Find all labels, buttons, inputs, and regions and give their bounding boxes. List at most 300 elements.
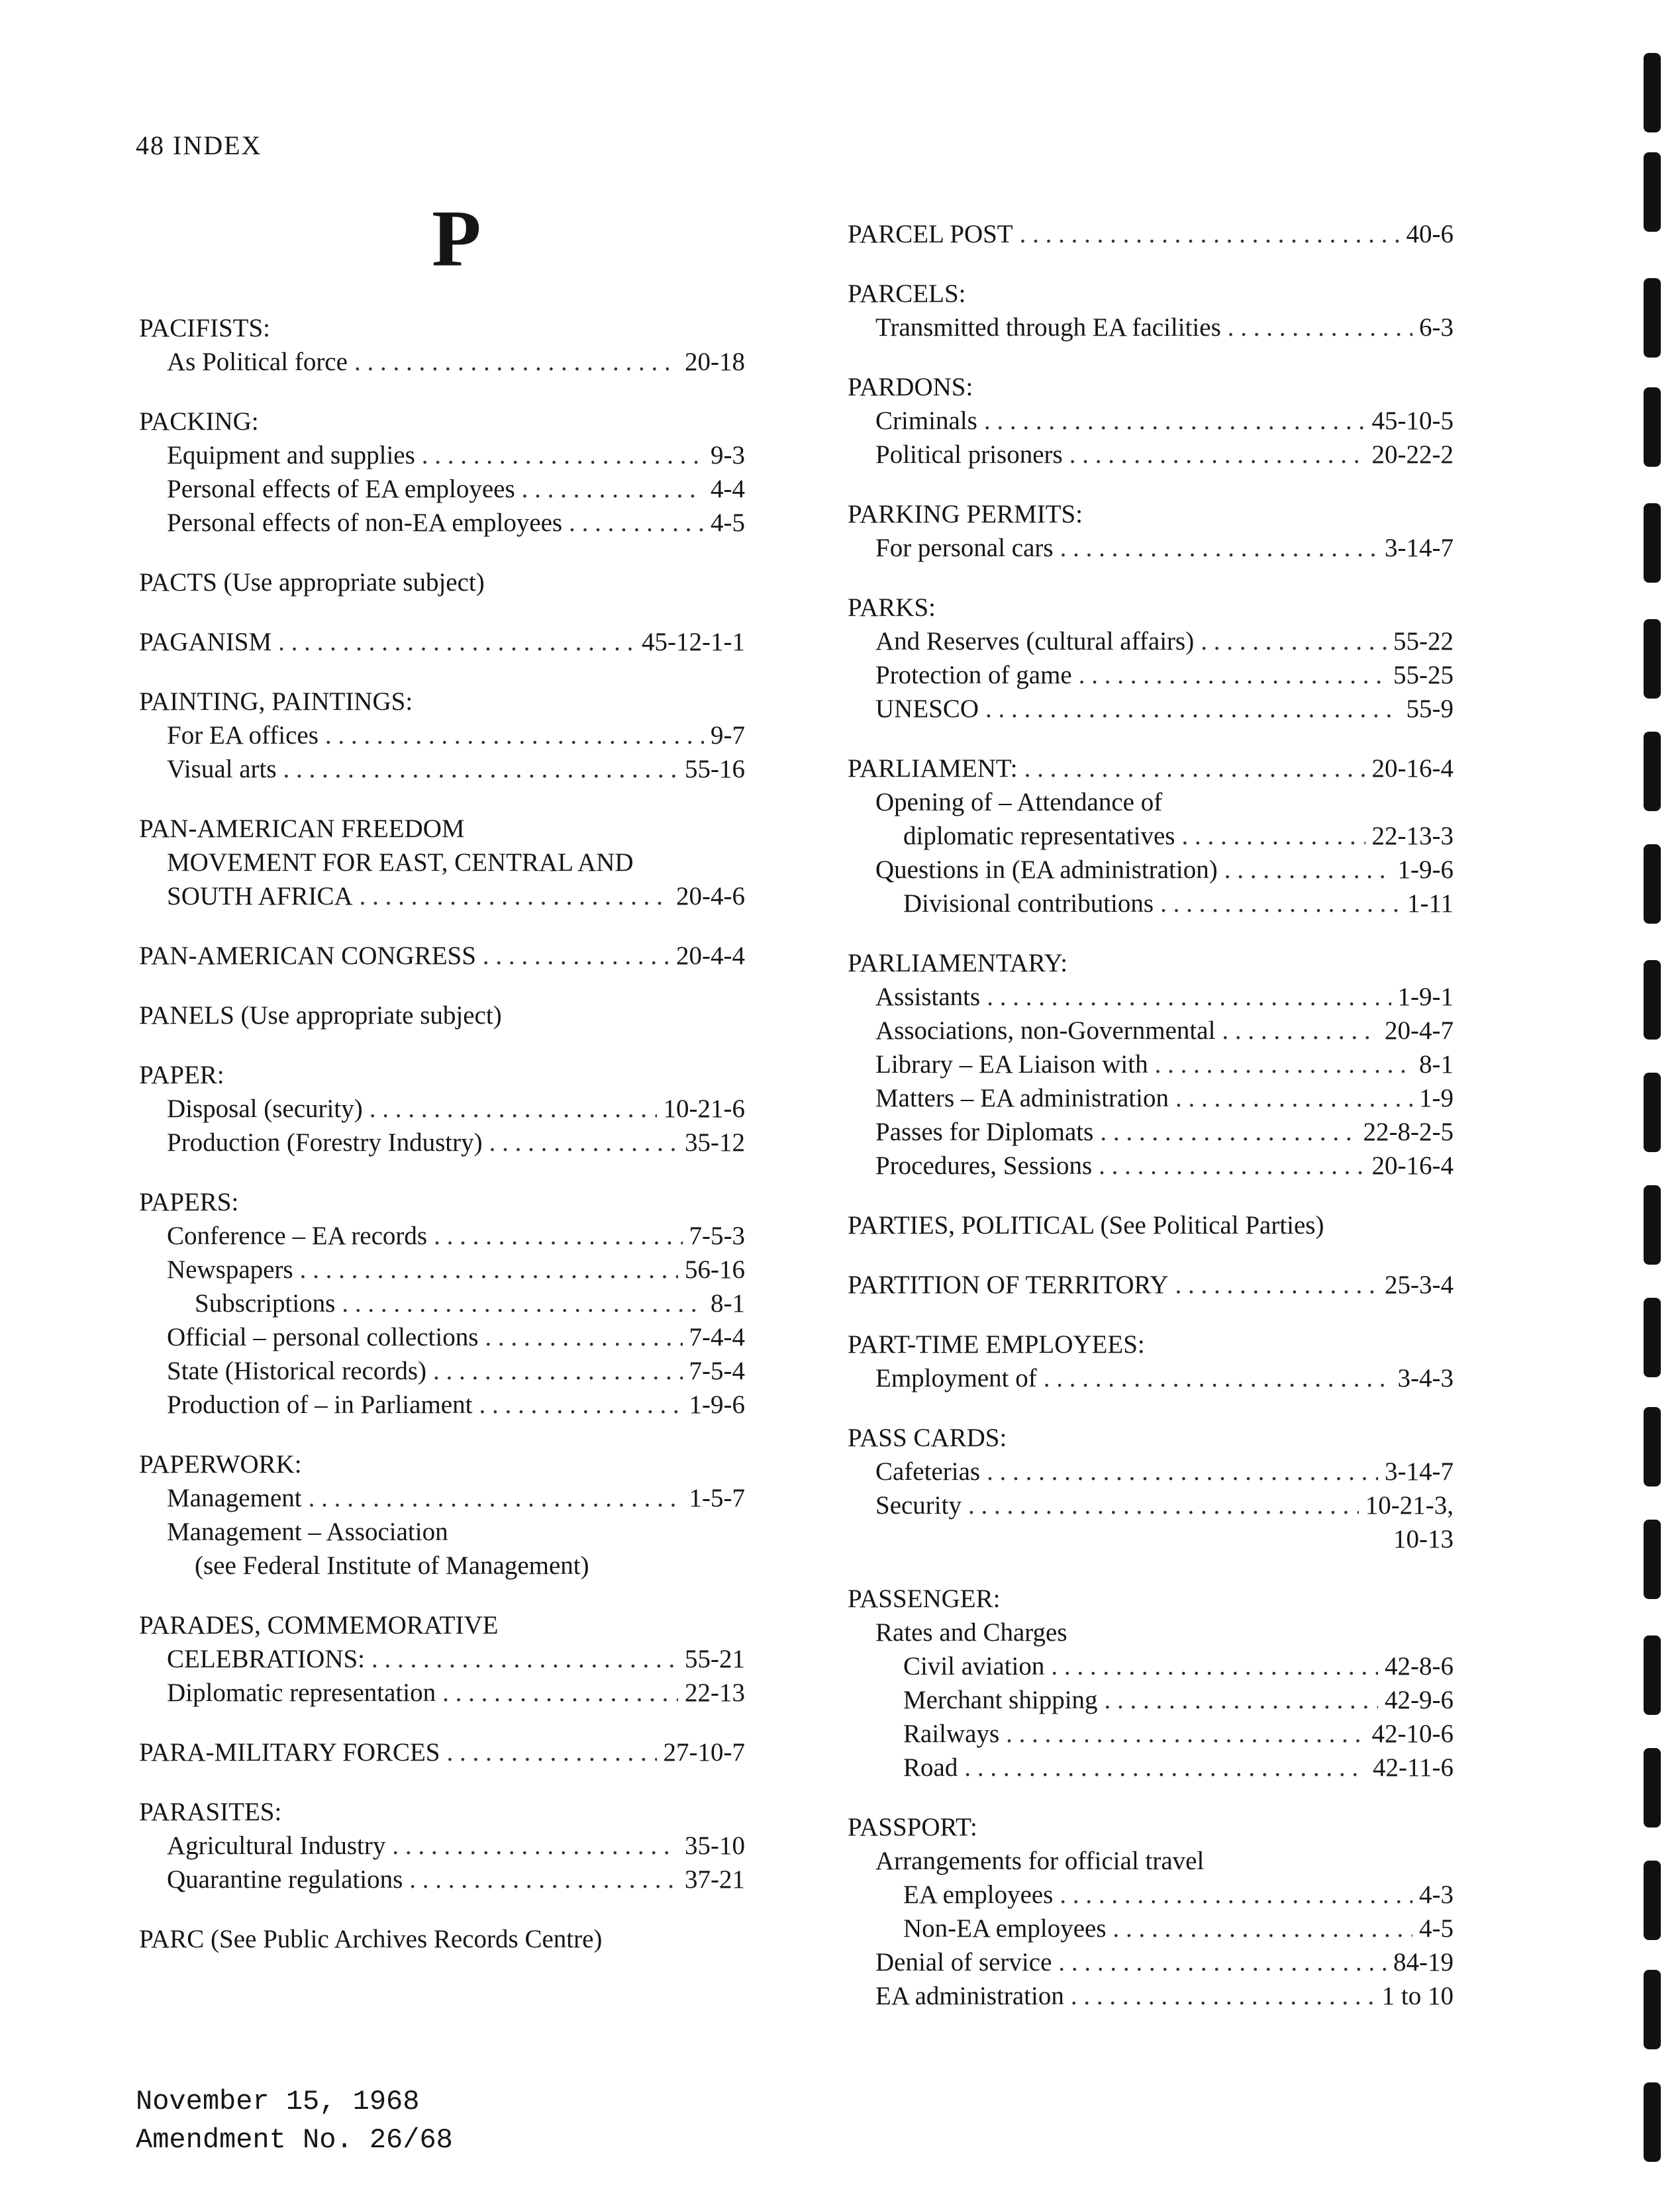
entry-text: PARDONS: — [848, 373, 973, 401]
entry-heading — [848, 497, 1454, 531]
dot-leader — [325, 718, 704, 752]
binding-hole-mark — [1644, 844, 1661, 924]
entry-heading — [139, 1642, 745, 1676]
entry-text: As Political force — [167, 348, 348, 376]
entry-text: PASSENGER: — [848, 1584, 1001, 1613]
binding-hole-mark — [1644, 387, 1661, 467]
section-letter: P — [432, 194, 481, 283]
entry-text: For EA offices — [167, 721, 319, 750]
entry-text: PAN-AMERICAN CONGRESS — [139, 942, 476, 970]
entry-heading — [139, 565, 745, 599]
subentry — [139, 345, 745, 379]
binding-hole-mark — [1644, 732, 1661, 811]
page-ref: 1-9-6 — [689, 1390, 745, 1419]
dot-leader — [309, 1481, 683, 1515]
binding-hole-mark — [1644, 1185, 1661, 1265]
entry-text: Personal effects of EA employees — [167, 475, 515, 503]
dot-leader — [1175, 1081, 1412, 1115]
page-ref: 10-13 — [1393, 1525, 1454, 1553]
index-entry — [139, 812, 745, 913]
entry-text: PANELS (Use appropriate subject) — [139, 1001, 502, 1030]
dot-leader — [342, 1287, 704, 1320]
dot-leader — [987, 980, 1391, 1014]
entry-heading — [139, 879, 745, 913]
index-entry — [848, 277, 1454, 344]
index-entry — [848, 217, 1454, 251]
entry-text: Production of – in Parliament — [167, 1390, 473, 1419]
page-ref: 10-21-3, — [1365, 1491, 1454, 1520]
page-ref: 8-1 — [711, 1289, 745, 1318]
dot-leader — [409, 1863, 678, 1896]
index-entry — [139, 1185, 745, 1422]
page-ref: 4-5 — [1419, 1914, 1454, 1943]
subentry — [848, 785, 1454, 819]
entry-text: PACIFISTS: — [139, 314, 270, 342]
subentry — [848, 1683, 1454, 1717]
index-entry — [848, 591, 1454, 726]
index-entry — [848, 752, 1454, 920]
dot-leader — [569, 506, 704, 540]
page-header: 48 INDEX — [136, 130, 262, 160]
entry-text: MOVEMENT FOR EAST, CENTRAL AND — [167, 848, 634, 877]
page-ref: 35-12 — [685, 1128, 745, 1157]
entry-text: Divisional contributions — [903, 889, 1154, 918]
dot-leader — [1228, 311, 1412, 344]
page-ref: 45-12-1-1 — [642, 628, 745, 656]
dot-leader — [1099, 1149, 1365, 1183]
entry-text: EA administration — [875, 1982, 1064, 2010]
entry-text: Rates and Charges — [875, 1618, 1067, 1647]
subentry — [848, 853, 1454, 887]
page-ref: 37-21 — [685, 1865, 745, 1894]
dot-leader — [300, 1253, 678, 1287]
index-entry — [139, 685, 745, 786]
entry-text: PARTIES, POLITICAL (See Political Parties) — [848, 1211, 1324, 1240]
entry-text: SOUTH AFRICA — [167, 882, 353, 910]
subentry — [139, 1388, 745, 1422]
binding-hole-mark — [1644, 1748, 1661, 1827]
index-entry — [848, 1268, 1454, 1302]
footer — [136, 2082, 453, 2159]
entry-heading — [139, 1922, 745, 1956]
entry-text: Library – EA Liaison with — [875, 1050, 1148, 1079]
entry-text: Non-EA employees — [903, 1914, 1107, 1943]
page-ref: 3-14-7 — [1385, 534, 1454, 562]
page-ref: 55-16 — [685, 755, 745, 783]
subentry — [139, 718, 745, 752]
subentry — [848, 1912, 1454, 1945]
entry-text: Passes for Diplomats — [875, 1118, 1094, 1146]
dot-leader — [968, 1488, 1359, 1522]
dot-leader — [1100, 1115, 1356, 1149]
index-entry — [139, 939, 745, 973]
index-entry — [139, 311, 745, 379]
entry-heading — [848, 217, 1454, 251]
entry-text: Arrangements for official travel — [875, 1847, 1205, 1875]
dot-leader — [1105, 1683, 1378, 1717]
entry-heading — [139, 1447, 745, 1481]
subentry — [139, 438, 745, 472]
entry-text: Production (Forestry Industry) — [167, 1128, 483, 1157]
subentry — [139, 1863, 745, 1896]
subentry — [848, 1455, 1454, 1488]
subentry — [848, 1649, 1454, 1683]
index-entry — [848, 370, 1454, 471]
subentry — [848, 692, 1454, 726]
subentry — [848, 1047, 1454, 1081]
binding-hole-mark — [1644, 1970, 1661, 2049]
subentry — [848, 1979, 1454, 2013]
dot-leader — [1069, 438, 1365, 471]
entry-text: PARKS: — [848, 593, 936, 622]
entry-heading — [139, 1058, 745, 1092]
binding-hole-mark — [1644, 1073, 1661, 1152]
page-ref: 20-4-4 — [676, 942, 745, 970]
footer-amendment: Amendment No. 26/68 — [136, 2124, 453, 2156]
subentry — [139, 1219, 745, 1253]
entry-heading — [139, 1185, 745, 1219]
page-ref: 55-25 — [1393, 661, 1454, 689]
entry-heading — [139, 1735, 745, 1769]
dot-leader — [485, 1320, 682, 1354]
page-ref: 42-9-6 — [1385, 1686, 1454, 1714]
index-entry — [139, 625, 745, 659]
index-entry — [848, 1208, 1454, 1242]
binding-hole-mark — [1644, 2082, 1661, 2162]
entry-text: Protection of game — [875, 661, 1072, 689]
entry-text: Cafeterias — [875, 1457, 981, 1486]
dot-leader — [1060, 1878, 1412, 1912]
entry-heading — [848, 752, 1454, 785]
subentry — [139, 752, 745, 786]
dot-leader — [283, 752, 678, 786]
entry-heading — [139, 1608, 745, 1642]
dot-leader — [1079, 658, 1387, 692]
entry-heading — [139, 685, 745, 718]
subentry — [848, 531, 1454, 565]
index-entry — [848, 946, 1454, 1183]
page-ref: 20-22-2 — [1371, 440, 1454, 469]
dot-leader — [985, 692, 1399, 726]
page-ref: 7-4-4 — [689, 1323, 745, 1351]
entry-text: PAPER: — [139, 1061, 224, 1089]
dot-leader — [479, 1388, 682, 1422]
entry-text: Assistants — [875, 983, 981, 1011]
page-ref: 25-3-4 — [1385, 1271, 1454, 1299]
entry-text: PAN-AMERICAN FREEDOM — [139, 814, 465, 843]
subentry — [848, 658, 1454, 692]
entry-heading — [139, 812, 745, 846]
index-entry — [848, 497, 1454, 565]
index-entry — [848, 1328, 1454, 1395]
dot-leader — [371, 1642, 678, 1676]
subentry — [848, 624, 1454, 658]
subentry — [139, 1320, 745, 1354]
entry-heading — [139, 405, 745, 438]
page-ref: 9-3 — [711, 441, 745, 469]
entry-text: Management – Association — [167, 1518, 448, 1546]
entry-text: Denial of service — [875, 1948, 1052, 1976]
dot-leader — [422, 438, 704, 472]
entry-heading — [139, 998, 745, 1032]
dot-leader — [1175, 1268, 1379, 1302]
entry-text: PACTS (Use appropriate subject) — [139, 568, 485, 597]
binding-hole-mark — [1644, 152, 1661, 232]
entry-heading — [848, 1208, 1454, 1242]
subentry — [848, 819, 1454, 853]
dot-leader — [278, 625, 635, 659]
entry-heading — [848, 277, 1454, 311]
subentry — [848, 311, 1454, 344]
index-entry — [139, 1608, 745, 1710]
dot-leader — [1160, 887, 1401, 920]
dot-leader — [1181, 819, 1365, 853]
entry-text: Questions in (EA administration) — [875, 855, 1218, 884]
index-column-left — [139, 311, 745, 1982]
index-entry — [848, 1582, 1454, 1784]
entry-text: diplomatic representatives — [903, 822, 1175, 850]
entry-text: Civil aviation — [903, 1652, 1045, 1680]
dot-leader — [360, 879, 669, 913]
subentry-continuation — [848, 1522, 1454, 1556]
entry-text: UNESCO — [875, 695, 979, 723]
entry-text: Quarantine regulations — [167, 1865, 403, 1894]
dot-leader — [489, 1126, 678, 1159]
entry-heading — [139, 1795, 745, 1829]
entry-text: Employment of — [875, 1364, 1037, 1392]
subentry — [848, 1878, 1454, 1912]
dot-leader — [1044, 1361, 1391, 1395]
dot-leader — [1224, 853, 1391, 887]
subentry — [848, 1844, 1454, 1878]
entry-heading — [139, 311, 745, 345]
entry-text: PARCELS: — [848, 279, 966, 308]
binding-hole-mark — [1644, 619, 1661, 699]
entry-text: Equipment and supplies — [167, 441, 415, 469]
entry-text: PACKING: — [139, 407, 259, 436]
entry-text: Visual arts — [167, 755, 277, 783]
page-ref: 1 to 10 — [1381, 1982, 1454, 2010]
binding-hole-mark — [1644, 503, 1661, 583]
page-ref: 4-5 — [711, 509, 745, 537]
subentry — [139, 1287, 745, 1320]
page-ref: 7-5-4 — [689, 1357, 745, 1385]
entry-text: PAPERS: — [139, 1188, 239, 1216]
page-ref: 3-14-7 — [1385, 1457, 1454, 1486]
page-ref: 20-16-4 — [1371, 1151, 1454, 1180]
binding-hole-mark — [1644, 1298, 1661, 1377]
page-ref: 3-4-3 — [1397, 1364, 1454, 1392]
entry-text: Criminals — [875, 407, 977, 435]
entry-heading — [848, 370, 1454, 404]
dot-leader — [1024, 752, 1365, 785]
dot-leader — [1201, 624, 1387, 658]
entry-heading — [848, 591, 1454, 624]
dot-leader — [433, 1354, 682, 1388]
index-entry — [139, 1735, 745, 1769]
dot-leader — [964, 1751, 1366, 1784]
entry-heading — [848, 1421, 1454, 1455]
subentry — [848, 1488, 1454, 1522]
dot-leader — [434, 1219, 682, 1253]
entry-heading — [139, 939, 745, 973]
page-ref: 20-18 — [685, 348, 745, 376]
entry-text: Procedures, Sessions — [875, 1151, 1093, 1180]
entry-text: PARKING PERMITS: — [848, 500, 1083, 528]
entry-text: PASS CARDS: — [848, 1424, 1007, 1452]
entry-heading — [848, 1582, 1454, 1616]
page-ref: 1-11 — [1407, 889, 1454, 918]
binding-hole-mark — [1644, 960, 1661, 1040]
entry-text: Disposal (security) — [167, 1095, 363, 1123]
page-ref: 1-9 — [1419, 1084, 1454, 1112]
dot-leader — [1020, 217, 1400, 251]
entry-text: (see Federal Institute of Management) — [195, 1551, 589, 1580]
page-ref: 56-16 — [685, 1255, 745, 1284]
page-ref: 22-13 — [685, 1679, 745, 1707]
page-ref: 42-11-6 — [1372, 1753, 1454, 1782]
entry-heading — [848, 1810, 1454, 1844]
entry-text: PAINTING, PAINTINGS: — [139, 687, 413, 716]
binding-hole-mark — [1644, 278, 1661, 358]
dot-leader — [1155, 1047, 1412, 1081]
page-ref: 7-5-3 — [689, 1222, 745, 1250]
index-entry — [139, 1922, 745, 1956]
subentry — [139, 1481, 745, 1515]
entry-text: State (Historical records) — [167, 1357, 427, 1385]
entry-text: And Reserves (cultural affairs) — [875, 627, 1195, 656]
page-ref: 1-9-6 — [1397, 855, 1454, 884]
entry-text: PARA-MILITARY FORCES — [139, 1738, 440, 1767]
entry-text: PASSPORT: — [848, 1813, 977, 1841]
page-ref: 6-3 — [1419, 313, 1454, 342]
page-ref: 42-10-6 — [1371, 1720, 1454, 1748]
page-ref: 40-6 — [1406, 220, 1454, 248]
subentry — [848, 1081, 1454, 1115]
subentry — [848, 1945, 1454, 1979]
page-ref: 1-9-1 — [1397, 983, 1454, 1011]
entry-text: Opening of – Attendance of — [875, 788, 1163, 816]
dot-leader — [522, 472, 704, 506]
page-ref: 22-13-3 — [1371, 822, 1454, 850]
entry-text: Agricultural Industry — [167, 1831, 386, 1860]
entry-text: PARLIAMENT: — [848, 754, 1018, 783]
subentry — [139, 1515, 745, 1549]
index-entry — [139, 1795, 745, 1896]
entry-text: PART-TIME EMPLOYEES: — [848, 1330, 1145, 1359]
page-ref: 10-21-6 — [663, 1095, 745, 1123]
page-ref: 20-4-6 — [676, 882, 745, 910]
entry-heading — [848, 946, 1454, 980]
subentry — [848, 1014, 1454, 1047]
entry-text: PARC (See Public Archives Records Centre) — [139, 1925, 603, 1953]
page-ref: 84-19 — [1393, 1948, 1454, 1976]
entry-text: Matters – EA administration — [875, 1084, 1169, 1112]
page-ref: 27-10-7 — [663, 1738, 745, 1767]
dot-leader — [1222, 1014, 1378, 1047]
entry-heading — [139, 625, 745, 659]
dot-leader — [447, 1735, 657, 1769]
binding-hole-mark — [1644, 1635, 1661, 1715]
entry-text: Merchant shipping — [903, 1686, 1098, 1714]
entry-text: PARADES, COMMEMORATIVE — [139, 1611, 499, 1639]
index-entry — [848, 1810, 1454, 2013]
footer-date: November 15, 1968 — [136, 2086, 420, 2118]
entry-text: PAGANISM — [139, 628, 272, 656]
index-entry — [139, 1058, 745, 1159]
entry-heading — [139, 846, 745, 879]
subentry — [848, 1149, 1454, 1183]
page-ref: 42-8-6 — [1385, 1652, 1454, 1680]
dot-leader — [442, 1676, 678, 1710]
subentry — [848, 1361, 1454, 1395]
dot-leader — [370, 1092, 657, 1126]
page-ref: 45-10-5 — [1371, 407, 1454, 435]
subentry — [139, 506, 745, 540]
subentry — [139, 1253, 745, 1287]
dot-leader — [483, 939, 669, 973]
entry-text: PARCEL POST — [848, 220, 1013, 248]
entry-text: Newspapers — [167, 1255, 293, 1284]
entry-text: For personal cars — [875, 534, 1054, 562]
binding-hole-mark — [1644, 53, 1661, 132]
entry-heading — [848, 1268, 1454, 1302]
subentry — [848, 980, 1454, 1014]
page-ref: 35-10 — [685, 1831, 745, 1860]
dot-leader — [1051, 1649, 1378, 1683]
dot-leader — [1058, 1945, 1387, 1979]
binding-hole-mark — [1644, 1407, 1661, 1486]
page-ref: 9-7 — [711, 721, 745, 750]
subentry — [139, 1354, 745, 1388]
entry-text: Security — [875, 1491, 962, 1520]
subentry — [848, 1616, 1454, 1649]
dot-leader — [354, 345, 678, 379]
entry-text: Official – personal collections — [167, 1323, 479, 1351]
dot-leader — [1006, 1717, 1365, 1751]
index-entry — [848, 1421, 1454, 1556]
entry-heading — [848, 1328, 1454, 1361]
entry-text: Personal effects of non-EA employees — [167, 509, 563, 537]
entry-text: Political prisoners — [875, 440, 1063, 469]
entry-text: Conference – EA records — [167, 1222, 428, 1250]
index-entry — [139, 405, 745, 540]
entry-text: Transmitted through EA facilities — [875, 313, 1221, 342]
entry-text: PARTITION OF TERRITORY — [848, 1271, 1169, 1299]
entry-text: PAPERWORK: — [139, 1450, 302, 1479]
page-ref: 20-4-7 — [1385, 1016, 1454, 1045]
entry-text: Associations, non-Governmental — [875, 1016, 1216, 1045]
page-ref: 55-22 — [1393, 627, 1454, 656]
entry-text: Management — [167, 1484, 302, 1512]
dot-leader — [1060, 531, 1378, 565]
entry-text: Road — [903, 1753, 958, 1782]
entry-text: PARLIAMENTARY: — [848, 949, 1068, 977]
subentry — [139, 472, 745, 506]
entry-text: PARASITES: — [139, 1798, 282, 1826]
page-ref: 22-8-2-5 — [1363, 1118, 1454, 1146]
binding-hole-mark — [1644, 1861, 1661, 1940]
subentry — [848, 887, 1454, 920]
subentry — [848, 1115, 1454, 1149]
page-ref: 8-1 — [1419, 1050, 1454, 1079]
page-ref: 55-21 — [685, 1645, 745, 1673]
index-column-right — [848, 217, 1454, 2039]
index-entry — [139, 1447, 745, 1582]
entry-text: EA employees — [903, 1880, 1054, 1909]
subentry — [139, 1549, 745, 1582]
dot-leader — [1071, 1979, 1375, 2013]
